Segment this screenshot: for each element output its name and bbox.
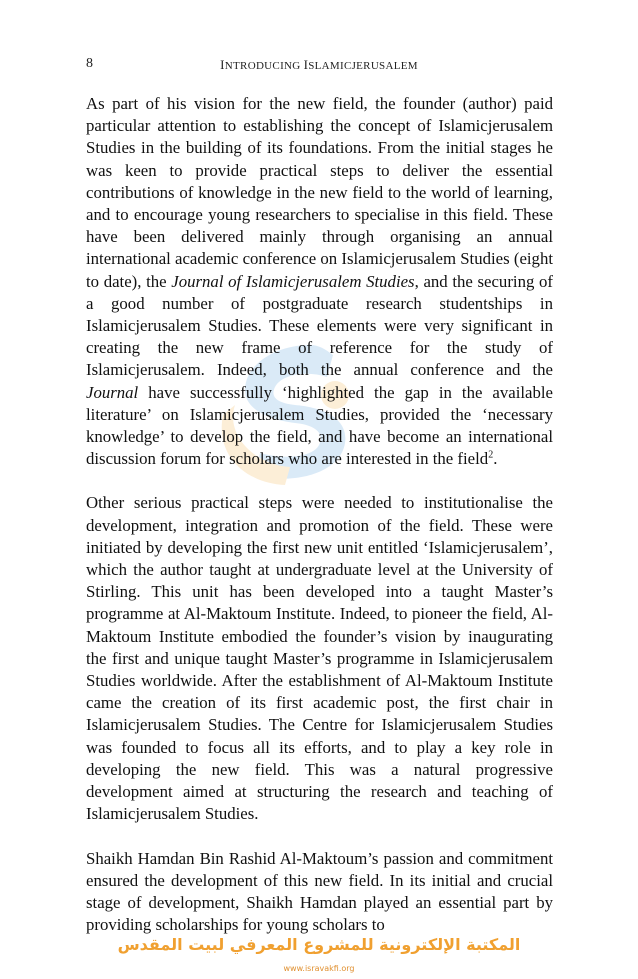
footer-url[interactable]: www.isravakfi.org bbox=[283, 964, 355, 973]
footer-library-title: المكتبة الإلكترونية للمشروع المعرفي لبيت المقدس bbox=[117, 935, 521, 954]
text-run: . bbox=[493, 449, 498, 469]
page-header bbox=[86, 56, 552, 72]
running-head-initial: I bbox=[220, 57, 225, 72]
running-head-text: NTRODUCING bbox=[224, 60, 304, 72]
text-run: As part of his vision for the new field, the founder (author) paid particular attention to establishing the concept of Islamicjerusalem Studies in the building of its foundations. From the initial stages he was keen to provide practical steps to deliver the essential contributions of knowledge in the new field to the world of learning, and to encourage young researchers to specialise in this field. These have been delivered mainly through organising an annual international academic conference on Islamicjerusalem Studies (eight to date), the bbox=[86, 94, 553, 291]
text-run: , and the securing of a good number of postgraduate research studentships in Islamicjerusalem Studies. These elements were very significant in creating the new frame of reference for the study of Islamicjerusalem. Indeed, both the annual conference and the bbox=[86, 271, 553, 380]
running-head bbox=[86, 57, 552, 73]
paragraph: Other serious practical steps were needed to institutionalise the development, integration and promotion of the field. These were initiated by developing the first new unit entitled ‘Islamicjerusalem’, which the author taught at undergraduate level at the University of Stirling. This unit has been developed into a taught Master’s programme at Al-Maktoum Institute. Indeed, to pioneer the field, Al-Maktoum Institute embodied the founder’s vision by inaugurating the first and unique taught Master’s programme in Islamicjerusalem Studies worldwide. After the establishment of Al-Maktoum Institute came the creation of its first academic post, the first chair in Islamicjerusalem Studies. The Centre for Islamicjerusalem Studies was founded to focus all its efforts, and to play a key role in developing the new field. This was a natural progressive development aimed at structuring the research and teaching of Islamicjerusalem Studies. bbox=[86, 493, 553, 824]
footnote-marker[interactable]: 2 bbox=[488, 449, 494, 461]
paragraph: Shaikh Hamdan Bin Rashid Al-Maktoum’s passion and commitment ensured the development of this new field. In its initial and crucial stage of development, Shaikh Hamdan played an essential part by providing scholarships for young scholars to bbox=[86, 848, 553, 935]
running-head-initial: I bbox=[303, 57, 309, 72]
paragraph bbox=[86, 93, 553, 470]
journal-title: Journal of Islamicjerusalem Studies bbox=[171, 271, 415, 291]
running-head-text: SLAMICJERUSALEM bbox=[308, 60, 418, 72]
journal-title: Journal bbox=[86, 382, 139, 402]
page-number: 8 bbox=[86, 56, 93, 71]
text-run: have successfully ‘highlighted the gap in the available literature’ on Islamicjerusalem Studies, provided the ‘necessary knowledge’ to develop the field, and have become an international discussion forum for scholars who are interested in the field bbox=[86, 382, 553, 469]
body-text bbox=[86, 93, 553, 958]
